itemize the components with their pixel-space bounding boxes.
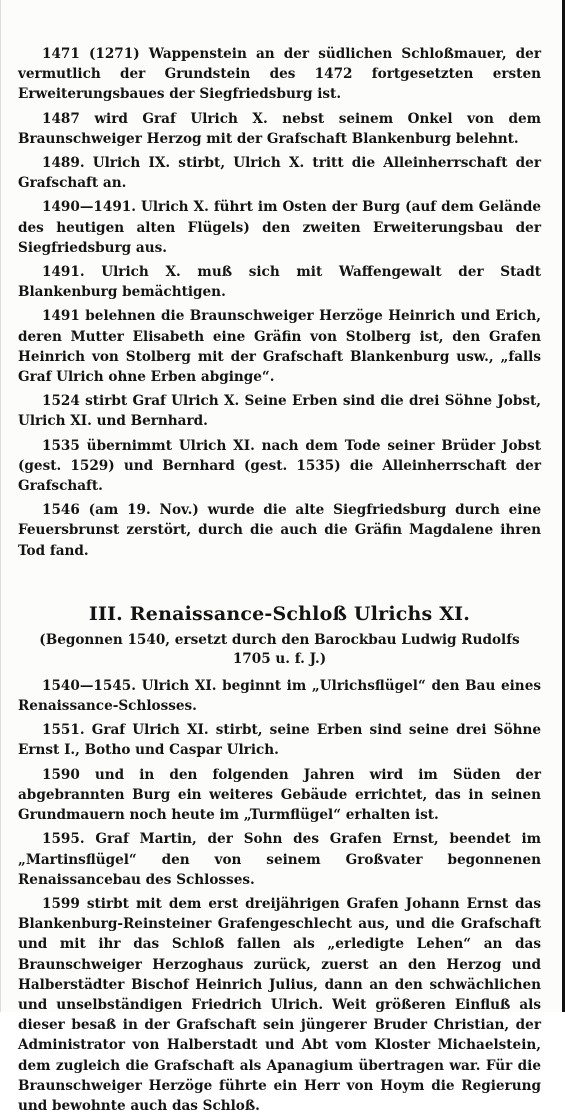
page-left-edge — [0, 0, 1, 1012]
section-renaissance-castle — [18, 601, 541, 670]
chronicle-entry-1491-a: 1491. Ulrich X. muß sich mit Waffengewalt der Stadt Blankenburg bemächtigen. — [18, 264, 541, 301]
section-note — [18, 631, 541, 670]
chronicle-entry-1546: 1546 (am 19. Nov.) wurde die alte Siegfriedsburg durch eine Feuersbrunst zerstört, durch die auch die Gräfin Magdalene ihren Tod fand. — [18, 502, 541, 559]
chronicle-entry-1595: 1595. Graf Martin, der Sohn des Grafen Ernst, beendet im „Martinsflügel“ den von seinem Großvater begonnenen Renaissancebau des Schlosses. — [18, 831, 541, 888]
chronicle-entry-1524: 1524 stirbt Graf Ulrich X. Seine Erben sind die drei Söhne Jobst, Ulrich XI. und Bernhard. — [18, 393, 541, 430]
chronicle-entry-1535: 1535 übernimmt Ulrich XI. nach dem Tode seiner Brüder Jobst (gest. 1529) und Bernhard (gest. 1535) die Alleinherrschaft der Grafschaft. — [18, 437, 541, 495]
chronicle-entry-1540: 1540—1545. Ulrich XI. beginnt im „Ulrichsflügel“ den Bau eines Renaissance-Schlosses. — [18, 677, 541, 715]
chronicle-entry-1599: 1599 stirbt mit dem erst dreijährigen Grafen Johann Ernst das Blankenburg-Reinsteiner Grafengeschlecht aus, und die Grafschaft und mit ihr das Schloß fallen als „erledigte Lehen“ an das Braunschweiger Herzoghaus zurück, zuerst an den Herzog und Halberstädter Bischof Heinrich Julius, dann an den schwächlichen und unselbständigen Friedrich Ulrich. Weit größeren Einfluß als dieser besaß in der Grafschaft sein jüngerer Bruder Christian, der Administrator von Halberstadt und Abt vom Kloster Michaelstein, dem zugleich die Grafschaft als Apanagium übertragen war. Für die Braunschweiger Herzöge führte ein Herr von Hoym die Regierung und bewohnte auch das Schloß. — [18, 895, 541, 1114]
section-note-line-1: (Begonnen 1540, ersetzt durch den Barockbau Ludwig Rudolfs — [39, 631, 520, 648]
chronicle-entry-1489: 1489. Ulrich IX. stirbt, Ulrich X. tritt die Alleinherrschaft der Grafschaft an. — [18, 155, 541, 192]
chronicle-entry-1490: 1490—1491. Ulrich X. führt im Osten der Burg (auf dem Gelände des heutigen alten Flügels) den zweiten Erweiterungsbau der Siegfriedsburg aus. — [18, 199, 541, 256]
chronicle-entry-1590: 1590 und in den folgenden Jahren wird im Süden der abgebrannten Burg ein weiteres Gebäude errichtet, das in seinen Grundmauern noch heute im „Turmflügel“ erhalten ist. — [18, 766, 541, 824]
page-content — [18, 44, 541, 1120]
chronicle-entry-1471: 1471 (1271) Wappenstein an der südlichen Schloßmauer, der vermutlich der Grundstein des 1472 fortgesetzten ersten Erweiterungsbaues der Siegfriedsburg ist. — [18, 46, 541, 103]
section-title: III. Renaissance-Schloß Ulrichs XI. — [88, 602, 471, 625]
chronicle-entry-1551: 1551. Graf Ulrich XI. stirbt, seine Erben sind seine drei Söhne Ernst I., Botho und Caspar Ulrich. — [18, 722, 541, 759]
chronicle-entry-1487: 1487 wird Graf Ulrich X. nebst seinem Onkel von dem Braunschweiger Herzog mit der Grafschaft Blankenburg belehnt. — [18, 110, 541, 147]
chronicle-entry-1491-b: 1491 belehnen die Braunschweiger Herzöge Heinrich und Erich, deren Mutter Elisabeth eine Gräfin von Stolberg ist, den Grafen Heinrich von Stolberg mit der Grafschaft Blankenburg usw., „falls Graf Ulrich ohne Erben abginge“. — [18, 308, 541, 386]
section-note-line-2: 1705 u. f. J.) — [232, 651, 327, 668]
